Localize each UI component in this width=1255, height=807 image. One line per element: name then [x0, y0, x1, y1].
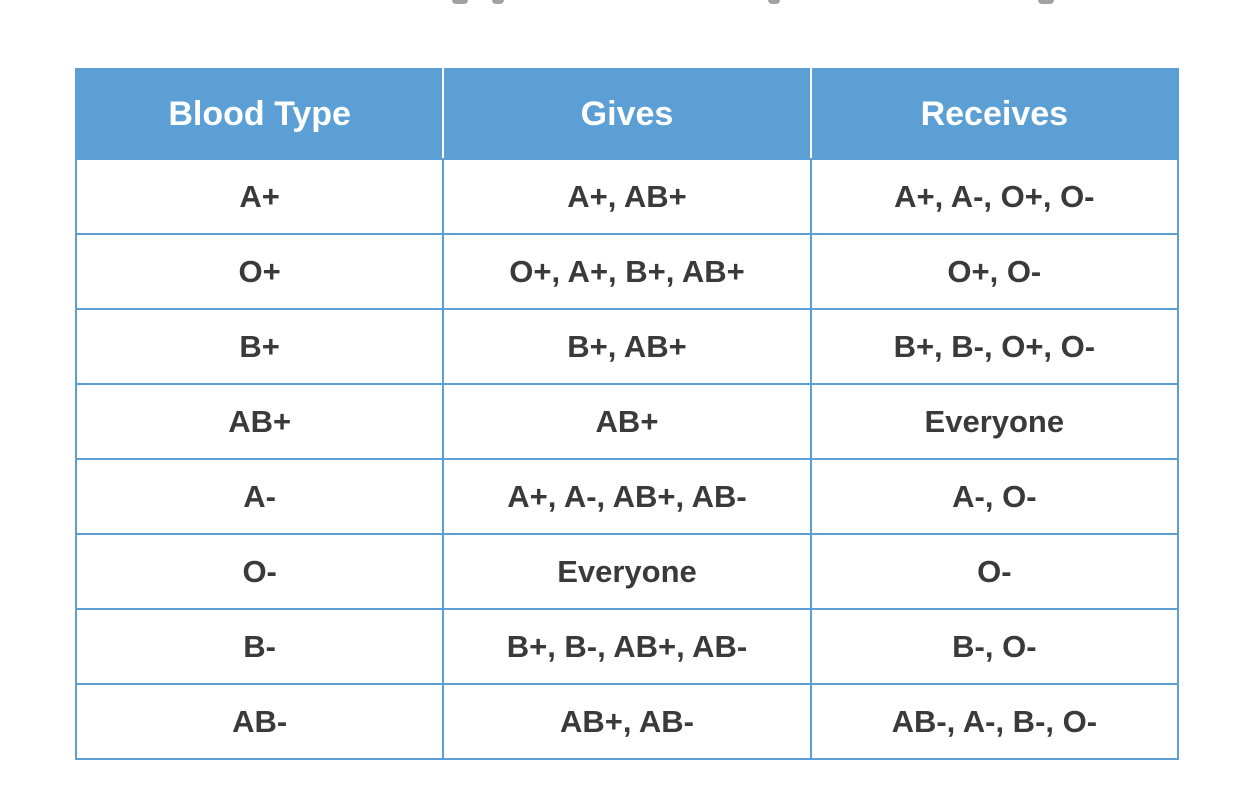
- cell-blood-type: A+: [76, 159, 443, 234]
- cell-blood-type: B+: [76, 309, 443, 384]
- table-row: [76, 234, 1178, 309]
- header-row: [76, 69, 1178, 159]
- cell-receives: B+, B-, O+, O-: [811, 309, 1178, 384]
- table-body: [76, 159, 1178, 759]
- cell-gives: Everyone: [443, 534, 810, 609]
- cell-blood-type: O+: [76, 234, 443, 309]
- cell-receives: A+, A-, O+, O-: [811, 159, 1178, 234]
- cell-gives: O+, A+, B+, AB+: [443, 234, 810, 309]
- table-row: [76, 684, 1178, 759]
- cell-gives: B+, AB+: [443, 309, 810, 384]
- cell-gives: A+, AB+: [443, 159, 810, 234]
- cell-receives: Everyone: [811, 384, 1178, 459]
- cell-gives: B+, B-, AB+, AB-: [443, 609, 810, 684]
- cell-blood-type: AB-: [76, 684, 443, 759]
- cell-gives: AB+, AB-: [443, 684, 810, 759]
- cell-blood-type: O-: [76, 534, 443, 609]
- table-row: [76, 609, 1178, 684]
- table-row: [76, 459, 1178, 534]
- cell-receives: AB-, A-, B-, O-: [811, 684, 1178, 759]
- table-header: [76, 69, 1178, 159]
- cell-blood-type: AB+: [76, 384, 443, 459]
- header-receives: Receives: [811, 69, 1178, 159]
- cell-receives: A-, O-: [811, 459, 1178, 534]
- cell-blood-type: A-: [76, 459, 443, 534]
- table-row: [76, 309, 1178, 384]
- table-row: [76, 159, 1178, 234]
- cell-receives: O-: [811, 534, 1178, 609]
- cell-gives: AB+: [443, 384, 810, 459]
- table-row: [76, 534, 1178, 609]
- header-blood-type: Blood Type: [76, 69, 443, 159]
- cell-receives: O+, O-: [811, 234, 1178, 309]
- cell-receives: B-, O-: [811, 609, 1178, 684]
- cropped-title-remnant: [0, 0, 1255, 14]
- blood-type-compatibility-table: [75, 68, 1179, 760]
- blood-type-table-container: [75, 68, 1179, 760]
- header-gives: Gives: [443, 69, 810, 159]
- table-row: [76, 384, 1178, 459]
- cell-gives: A+, A-, AB+, AB-: [443, 459, 810, 534]
- cell-blood-type: B-: [76, 609, 443, 684]
